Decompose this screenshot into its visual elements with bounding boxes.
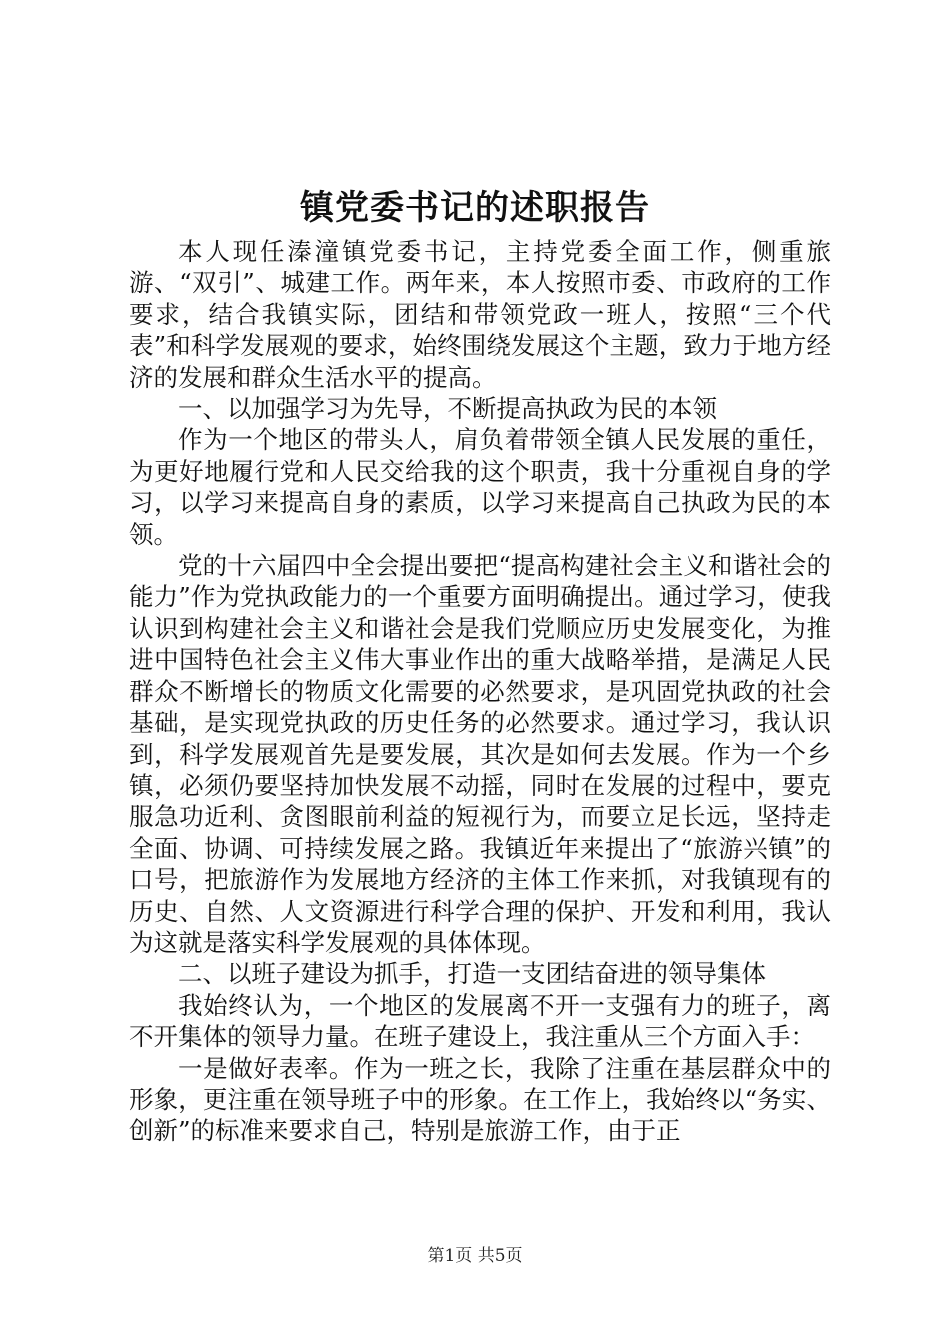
section-heading-1: 一、以加强学习为先导，不断提高执政为民的本领 xyxy=(178,394,717,424)
paragraph-study-role: 作为一个地区的带头人，肩负着带领全镇人民发展的重任，为更好地履行党和人民交给我的这个职责，我十分重视自身的学习，以学习来提高自身的素质，以学习来提高自己执政为民的本领。 xyxy=(129,425,831,549)
paragraph-study-detail: 党的十六届四中全会提出要把“提高构建社会主义和谐社会的能力”作为党执政能力的一个重要方面明确提出。通过学习，使我认识到构建社会主义和谐社会是我们党顺应历史发展变化，为推进中国特色社会主义伟大事业作出的重大战略举措，是满足人民群众不断增长的物质文化需要的必然要求，是巩固党执政的社会基础，是实现党执政的历史任务的必然要求。通过学习，我认识到，科学发展观首先是要发展，其次是如何去发展。作为一个乡镇，必须仍要坚持加快发展不动摇，同时在发展的过程中，要克服急功近利、贪图眼前利益的短视行为，而要立足长远，坚持走全面、协调、可持续发展之路。我镇近年来提出了“旅游兴镇”的口号，把旅游作为发展地方经济的主体工作来抓，对我镇现有的历史、自然、人文资源进行科学合理的保护、开发和利用，我认为这就是落实科学发展观的具体体现。 xyxy=(129,551,831,957)
paragraph-team-intro: 我始终认为，一个地区的发展离不开一支强有力的班子，离不开集体的领导力量。在班子建设上，我注重从三个方面入手： xyxy=(129,990,831,1052)
section-heading-2: 二、以班子建设为抓手，打造一支团结奋进的领导集体 xyxy=(178,959,766,989)
document-title: 镇党委书记的述职报告 xyxy=(300,188,650,228)
document-body xyxy=(129,236,831,1147)
page-footer: 第1页 共5页 xyxy=(427,1246,523,1266)
paragraph-intro: 本人现任溱潼镇党委书记，主持党委全面工作，侧重旅游、“双引”、城建工作。两年来，本人按照市委、市政府的工作要求，结合我镇实际，团结和带领党政一班人，按照“三个代表”和科学发展观的要求，始终围绕发展这个主题，致力于地方经济的发展和群众生活水平的提高。 xyxy=(129,237,831,392)
paragraph-team-point-1: 一是做好表率。作为一班之长，我除了注重在基层群众中的形象，更注重在领导班子中的形象。在工作上，我始终以“务实、创新”的标准来要求自己，特别是旅游工作，由于正 xyxy=(129,1053,831,1146)
